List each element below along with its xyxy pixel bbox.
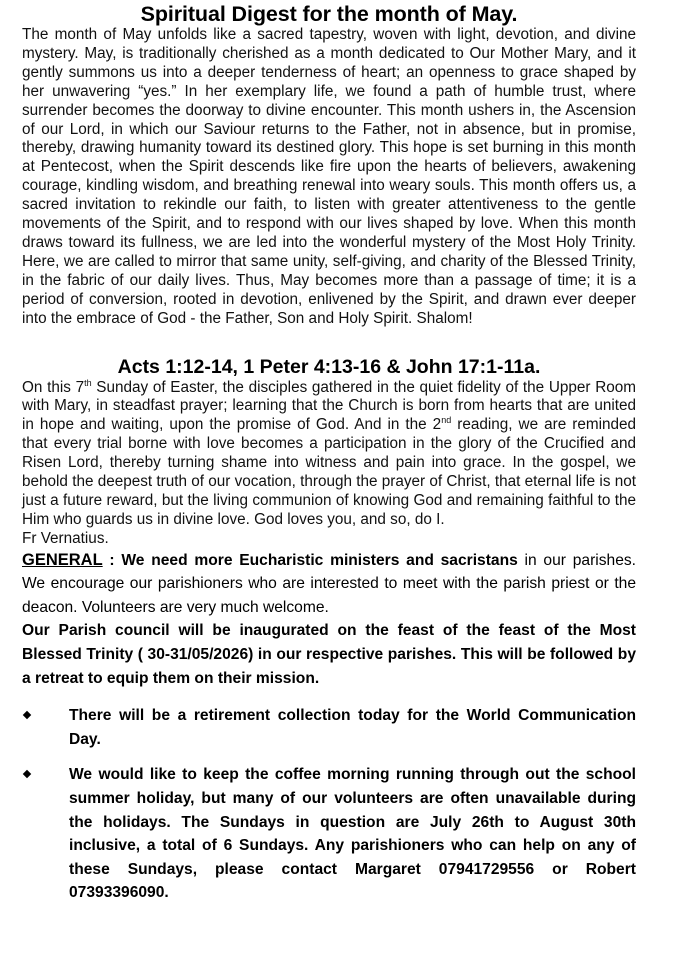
section-spacer <box>22 690 636 704</box>
readings-title: Acts 1:12-14, 1 Peter 4:13-16 & John 17:1-11a. <box>117 355 541 378</box>
general-label: GENERAL <box>22 550 103 569</box>
list-item <box>22 704 636 751</box>
general-notice <box>22 549 636 620</box>
bulletin-page <box>22 0 636 905</box>
announcement-text: There will be a retirement collection today for the World Communication Day. <box>69 707 636 748</box>
list-item <box>22 763 636 905</box>
general-rest: in our parishes. We encourage our parishioners who are interested to meet with the parish priest or the deacon. Volunteers are very much welcome. <box>22 551 636 616</box>
ordinal-suffix-th: th <box>84 377 92 388</box>
digest-title: Spiritual Digest for the month of May. <box>140 2 518 26</box>
diamond-bullet-icon <box>23 770 31 778</box>
section-spacer <box>22 329 636 355</box>
ordinal-suffix-nd: nd <box>441 415 452 426</box>
announcement-list <box>22 704 636 905</box>
diamond-bullet-icon <box>23 711 31 719</box>
parish-council-notice: Our Parish council will be inaugurated on the feast of the feast of the Most Blessed Trinity ( 30-31/05/2026) in our respective parishes. This will be followed by a retreat to equip them on their mission. <box>22 622 636 687</box>
announcement-text: We would like to keep the coffee morning running through out the school summer holiday, but many of our volunteers are often unavailable during the holidays. The Sundays in question are July 26th to August 30th inclusive, a total of 6 Sundays. Any parishioners who can help on any of these Sundays, please contact Margaret 07941729556 or Robert 07393396090. <box>69 766 636 902</box>
digest-body: The month of May unfolds like a sacred tapestry, woven with light, devotion, and divine mystery. May, is traditionally cherished as a month dedicated to Our Mother Mary, and it gently summons us into a deeper tenderness of heart; an openness to grace shaped by her unwavering “yes.” In her exemplary life, we found a path of humble trust, where surrender becomes the doorway to divine encounter. This month ushers in, the Ascension of our Lord, in which our Saviour returns to the Father, not in absence, but in promise, thereby, drawing humanity toward its destined glory. This hope is set burning in this month at Pentecost, when the Spirit descends like fire upon the hearts of believers, awakening courage, kindling wisdom, and breathing renewal into weary souls. This month offers us, a sacred invitation to rekindle our faith, to listen with greater attentiveness to the gentle movements of the Spirit, and to respond with our lives shaped by love. When this month draws toward its fullness, we are led into the wonderful mystery of the Most Holy Trinity. Here, we are called to mirror that same unity, self-giving, and charity of the Blessed Trinity, in the fabric of our daily lives. Thus, May becomes more than a passage of time; it is a period of conversion, rooted in devotion, enlivened by the Spirit, and drawn ever deeper into the embrace of God - the Father, Son and Holy Spirit. Shalom! <box>22 26 636 327</box>
general-bold-intro: We need more Eucharistic ministers and sacristans <box>121 551 518 569</box>
reflection-text-2: Sunday of Easter, the disciples gathered in the quiet fidelity of the Upper Room with Mary, in steadfast prayer; learning that the Church is born from hearts that are united in hope and waiting, upon the promise of God. And in the 2 <box>22 378 636 434</box>
reflection-closing: God loves you, and so, do I. <box>249 510 445 528</box>
readings-reflection <box>22 379 636 549</box>
reflection-signature: Fr Vernatius. <box>22 529 109 547</box>
reflection-text-3: reading, we are reminded that every trial borne with love becomes a participation in the glory of the Crucified and Risen Lord, thereby turning shame into witness and pain into grace. In the gospel, we behold the deepest truth of our vocation, through the prayer of Christ, that eternal life is not just a future reward, but the living communion of knowing God and remaining faithful to the Him who guards us in divine love. <box>22 416 636 528</box>
general-colon: : <box>102 551 122 569</box>
reflection-text-1: On this 7 <box>22 378 85 396</box>
